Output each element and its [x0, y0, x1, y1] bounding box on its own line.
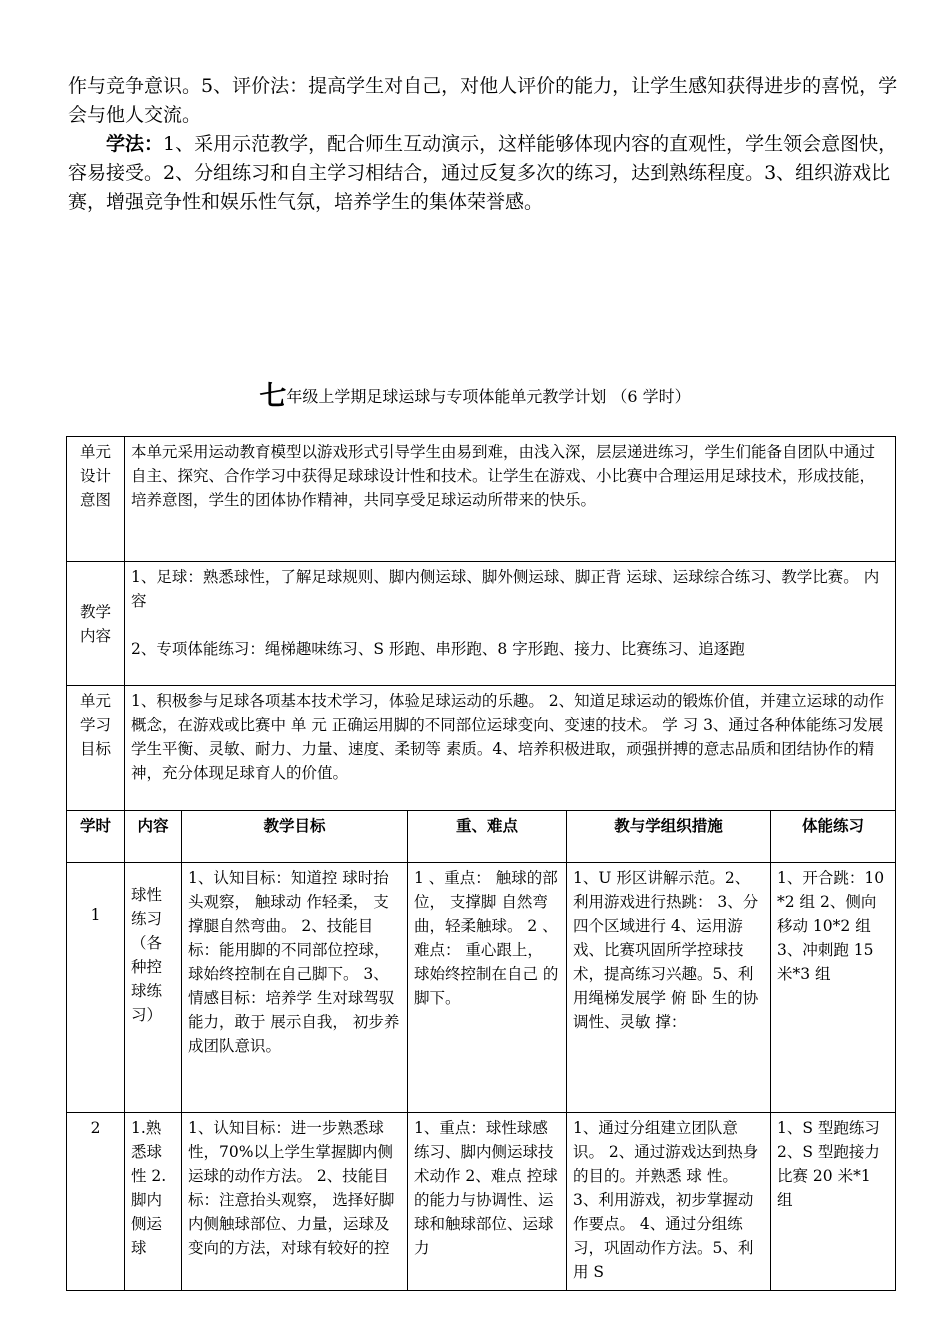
- design-label: 单元设计意图: [67, 437, 125, 562]
- intro-line: 作与竞争意识。5、评价法：提高学生对自己，对他人评价的能力，让学生感知获得进步的喜悦，学会与他人交流。: [68, 75, 898, 126]
- row-content: 球性练习（各种控球练习）: [125, 863, 182, 1113]
- content-label: 教学内容: [67, 562, 125, 686]
- row-fitness: 1、S 型跑练习 2、S 型跑接力比赛 20 米*1 组: [771, 1113, 896, 1291]
- row-objective: 1、认知目标：知道控 球时抬头观察， 触球动 作轻柔， 支撑腿自然弯曲。 2、技能目标：能用脚的不同部位控球， 球始终控制在自己脚下。 3、情感目标：培养学 生对球驾驭能力，敢于 展示自我， 初步养成团队意识。: [182, 863, 408, 1113]
- goals-label: 单元学习目标: [67, 686, 125, 811]
- title-big-char: 七: [259, 381, 287, 412]
- row-hour: 1: [67, 863, 125, 1113]
- xuefa-label: 学法：: [106, 133, 164, 155]
- table-row: [67, 863, 896, 1113]
- content-row: [67, 562, 896, 686]
- row-fitness: 1、开合跳：10*2 组 2、侧向移动 10*2 组 3、冲刺跑 15 米*3 组: [771, 863, 896, 1113]
- content-cell: [125, 562, 896, 686]
- design-row: [67, 437, 896, 562]
- xuefa-paragraph: [68, 130, 913, 217]
- header-keypoints: 重、难点: [408, 811, 567, 863]
- row-objective: 1、认知目标：进一步熟悉球性，70%以上学生掌握脚内侧运球的动作方法。 2、技能目标：注意抬头观察， 选择好脚内侧触球部位、力量，运球及变向的方法，对球有较好的控: [182, 1113, 408, 1291]
- design-text: 本单元采用运动教育模型以游戏形式引导学生由易到难，由浅入深，层层递进练习，学生们能备自团队中通过自主、探究、合作学习中获得足球球设计性和技术。让学生在游戏、小比赛中合理运用足球技术，形成技能，培养意图，学生的团体协作精神，共同享受足球运动所带来的快乐。: [125, 437, 896, 562]
- table-row: [67, 1113, 896, 1291]
- teaching-plan-table: [66, 436, 896, 1291]
- header-fitness: 体能练习: [771, 811, 896, 863]
- intro-paragraph: [68, 72, 913, 130]
- row-keypoints: 1、重点：球性球感练习、脚内侧运球技术动作 2、难点 控球的能力与协调性、运球和触球部位、运球力: [408, 1113, 567, 1291]
- header-row: [67, 811, 896, 863]
- content-line-2: 2、专项体能练习：绳梯趣味练习、S 形跑、串形跑、8 字形跑、接力、比赛练习、追逐跑: [131, 640, 745, 658]
- xuefa-text: 1、采用示范教学，配合师生互动演示，这样能够体现内容的直观性，学生领会意图快，容易接受。2、分组练习和自主学习相结合，通过反复多次的练习，达到熟练程度。3、组织游戏比赛，增强竞争性和娱乐性气氛，培养学生的集体荣誉感。: [68, 133, 898, 213]
- content-line-1: 1、足球：熟悉球性，了解足球规则、脚内侧运球、脚外侧运球、脚正背 运球、运球综合练习、教学比赛。 内 容: [131, 568, 880, 610]
- header-organization: 教与学组织措施: [567, 811, 771, 863]
- header-objective: 教学目标: [182, 811, 408, 863]
- header-hour: 学时: [67, 811, 125, 863]
- goals-row: [67, 686, 896, 811]
- goals-text: 1、积极参与足球各项基本技术学习，体验足球运动的乐趣。 2、知道足球运动的锻炼价值，并建立运球的动作概念，在游戏或比赛中 单 元 正确运用脚的不同部位运球变向、变速的技术。 学 习 3、通过各种体能练习发展学生平衡、灵敏、耐力、力量、速度、柔韧等 素质。4、培养积极进取，顽强拼搏的意志品质和团结协作的精神，充分体现足球育人的价值。: [125, 686, 896, 811]
- title-rest: 年级上学期足球运球与专项体能单元教学计划 （6 学时）: [286, 387, 691, 406]
- row-content: 1.熟悉球性 2.脚内侧运球: [125, 1113, 182, 1291]
- row-organization: 1、通过分组建立团队意识。 2、通过游戏达到热身的目的。并熟悉 球 性。 3、利用游戏，初步掌握动作要点。 4、通过分组练习，巩固动作方法。5、利用 S: [567, 1113, 771, 1291]
- row-hour: 2: [67, 1113, 125, 1291]
- row-keypoints: 1 、重点： 触球的部 位， 支撑脚 自然弯曲，轻柔触球。 2 、难点： 重心跟上， 球始终控制在自己 的脚下。: [408, 863, 567, 1113]
- page-title: [0, 374, 950, 413]
- header-content: 内容: [125, 811, 182, 863]
- row-organization: 1、U 形区讲解示范。2、利用游戏进行热跳： 3、分四个区域进行 4、运用游戏、比赛巩固所学控球技术，提高练习兴趣。5、利用绳梯发展学 俯 卧 生的协调性、灵敏 撑：: [567, 863, 771, 1113]
